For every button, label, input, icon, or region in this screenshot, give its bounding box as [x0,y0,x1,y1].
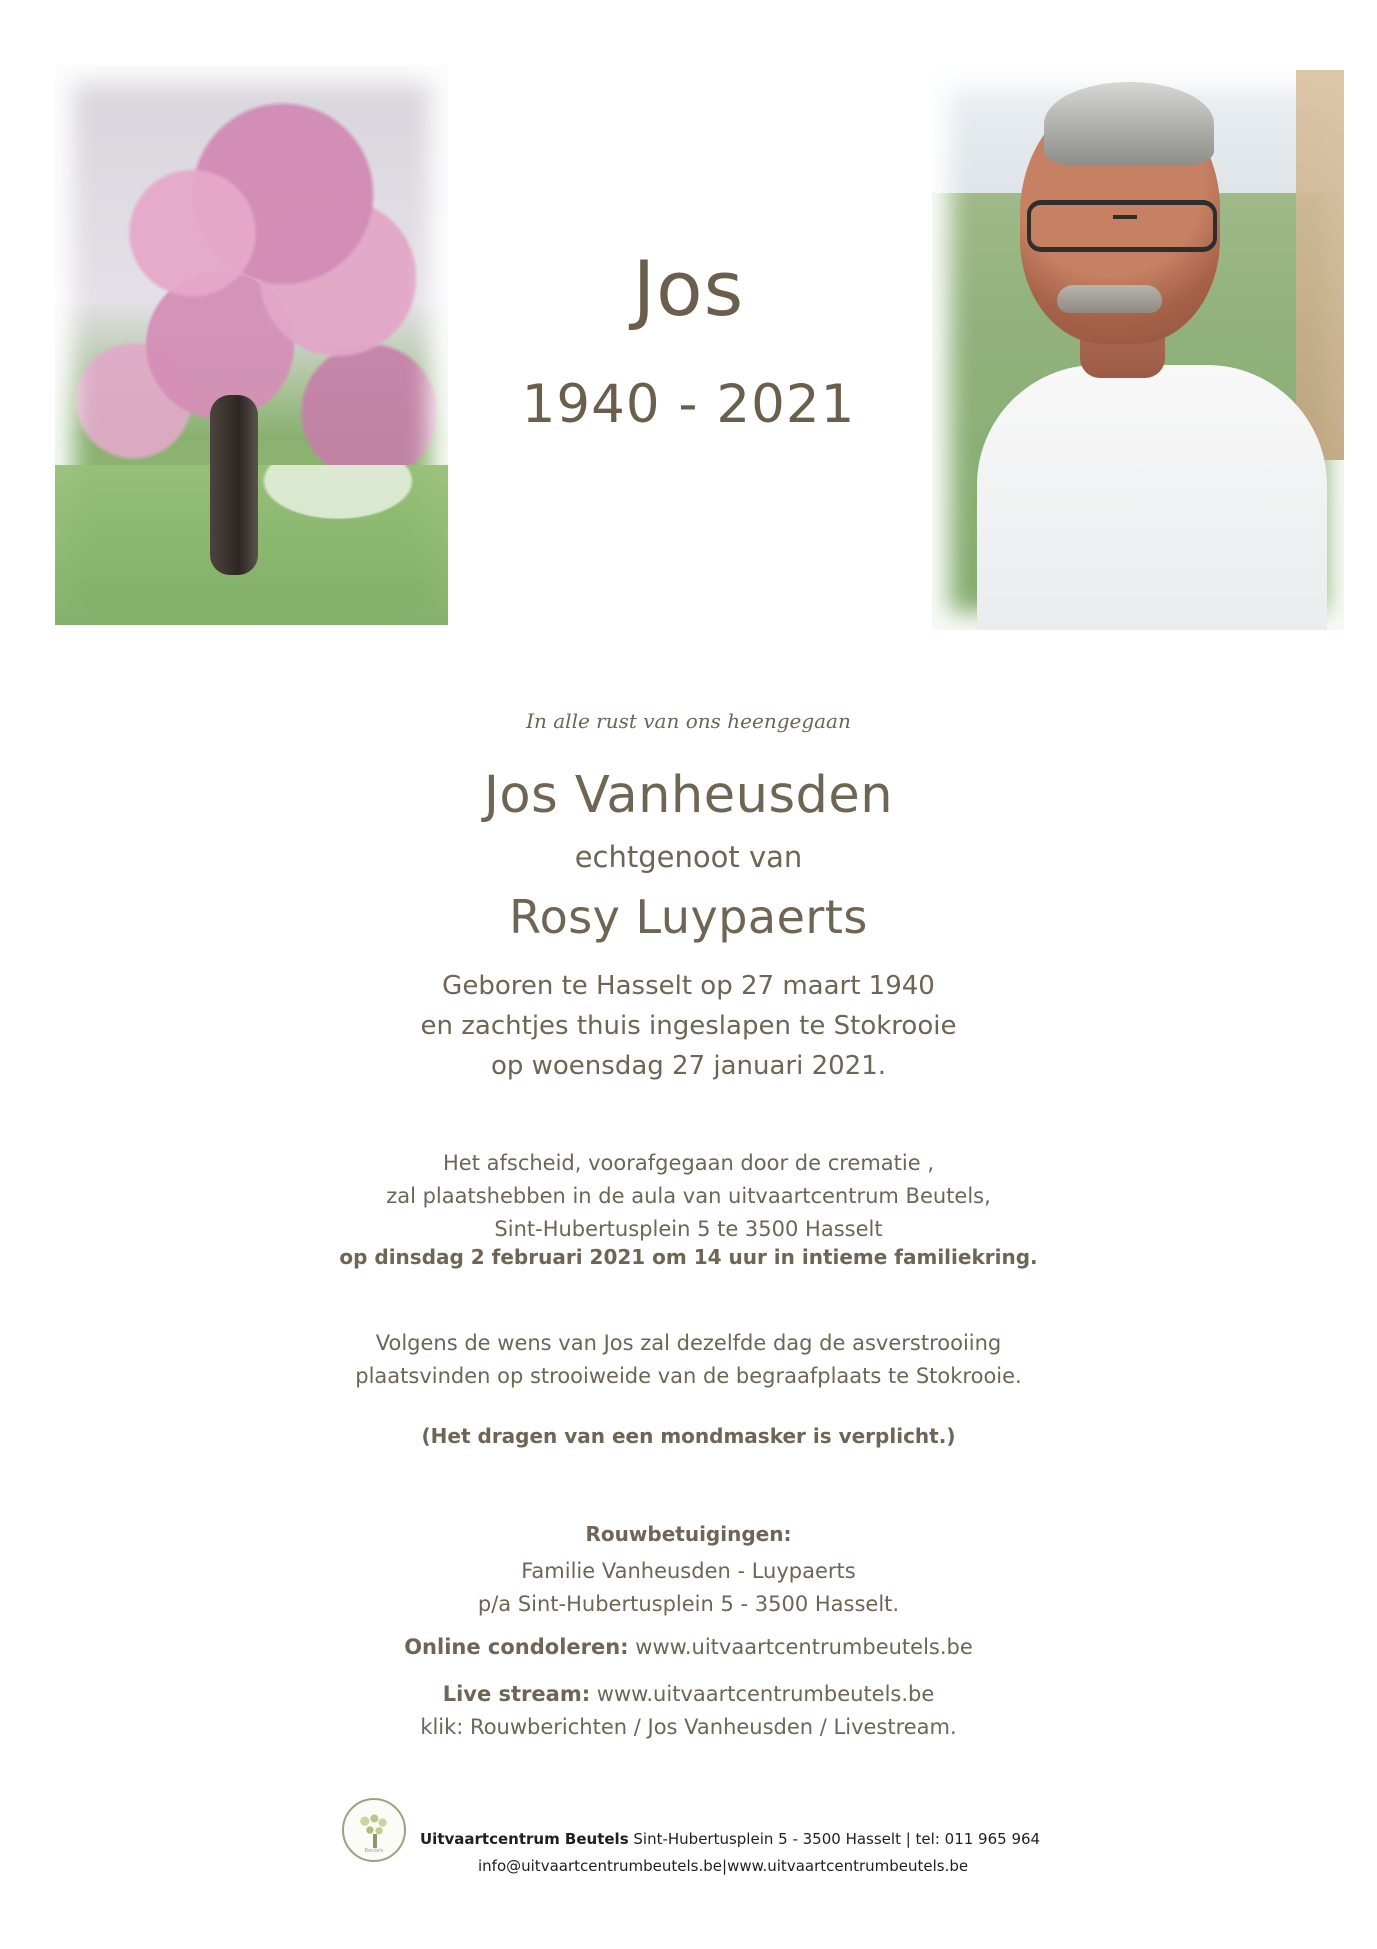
spouse-name: Rosy Luypaerts [509,890,868,944]
mask-notice: (Het dragen van een mondmasker is verplicht.) [421,1424,956,1448]
online-condolences-url[interactable]: www.uitvaartcentrumbeutels.be [628,1635,973,1659]
ceremony-date-line: op dinsdag 2 februari 2021 om 14 uur in intieme familiekring. [339,1245,1038,1269]
footer-company: Uitvaartcentrum Beutels [420,1830,629,1848]
footer-address-line [420,1830,1140,1848]
tree-logo-icon [342,1798,406,1862]
birth-line: Geboren te Hasselt op 27 maart 1940 [442,971,935,1001]
spouse-label: echtgenoot van [574,840,803,874]
tree-logo-trunk [373,1834,377,1848]
header-first-name: Jos [632,244,745,333]
wish-line: plaatsvinden op strooiweide van de begraafplaats te Stokrooie. [355,1364,1022,1388]
intro-text: In alle rust van ons heengegaan [526,709,851,733]
online-condolences-label: Online condoleren: [404,1635,629,1659]
hair [1044,82,1214,166]
live-stream-line [0,1682,1377,1706]
birth-line: op woensdag 27 januari 2021. [490,1051,887,1081]
live-stream-label: Live stream: [442,1682,591,1706]
wish-line: Volgens de wens van Jos zal dezelfde dag de asverstrooiing [375,1331,1002,1355]
condolences-line: p/a Sint-Hubertusplein 5 - 3500 Hasselt. [477,1592,900,1616]
logo-text: Beutels [364,1848,384,1854]
online-condolences-line [0,1635,1377,1659]
tree-photo [55,65,448,625]
portrait-photo [932,70,1344,630]
condolences-line: Familie Vanheusden - Luypaerts [521,1559,856,1583]
footer-address: Sint-Hubertusplein 5 - 3500 Hasselt | tel: 011 965 964 [628,1830,1041,1848]
condolences-title: Rouwbetuigingen: [585,1522,792,1546]
footer-contact-line[interactable]: info@uitvaartcentrumbeutels.be|www.uitvaartcentrumbeutels.be [478,1857,969,1875]
live-stream-instruction: klik: Rouwberichten / Jos Vanheusden / Livestream. [420,1715,957,1739]
live-stream-url[interactable]: www.uitvaartcentrumbeutels.be [590,1682,935,1706]
ceremony-line: Het afscheid, voorafgegaan door de crematie , [443,1151,934,1175]
birth-line: en zachtjes thuis ingeslapen te Stokrooie [420,1011,957,1041]
full-name: Jos Vanheusden [483,766,894,825]
ceremony-line: zal plaatshebben in de aula van uitvaartcentrum Beutels, [386,1184,991,1208]
header-years: 1940 - 2021 [521,374,856,435]
ceremony-line: Sint-Hubertusplein 5 te 3500 Hasselt [494,1217,883,1241]
